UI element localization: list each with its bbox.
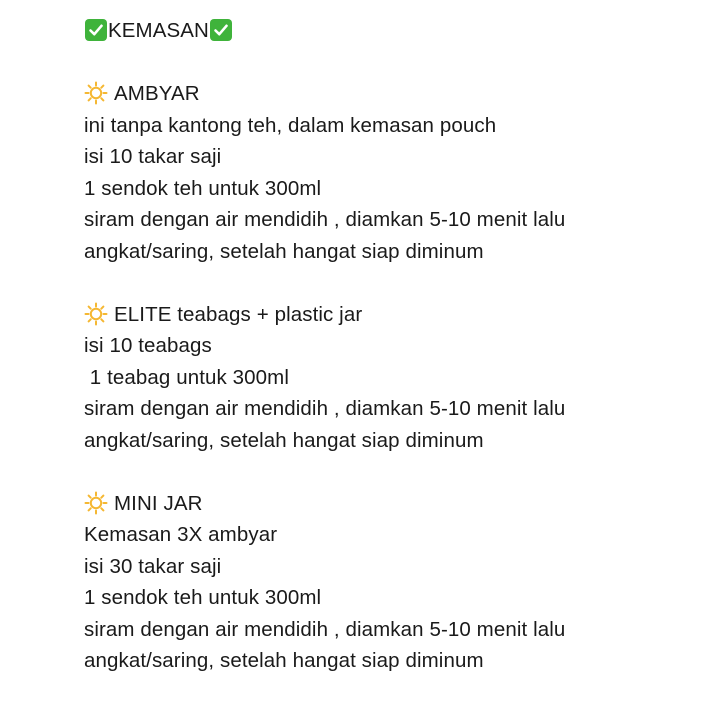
section-line: ini tanpa kantong teh, dalam kemasan pouch	[84, 113, 497, 137]
section-line: siram dengan air mendidih , diamkan 5-10 menit lalu	[84, 617, 566, 641]
section-line: isi 10 takar saji	[84, 145, 222, 168]
blank-line	[84, 267, 684, 299]
title-text: KEMASAN	[108, 19, 209, 42]
section-line: siram dengan air mendidih , diamkan 5-10 menit lalu	[84, 208, 566, 231]
section-line: angkat/saring, setelah hangat siap diminum	[84, 239, 484, 263]
sun-icon	[84, 491, 108, 515]
section-ambyar	[84, 78, 684, 267]
check-mark-button-icon	[85, 19, 107, 41]
check-mark-button-icon	[210, 19, 232, 41]
section-line: 1 sendok teh untuk 300ml	[84, 176, 322, 200]
section-heading	[84, 488, 684, 520]
section-line: 1 teabag untuk 300ml	[84, 365, 289, 389]
section-heading	[84, 299, 684, 331]
section-heading-text: AMBYAR	[114, 82, 200, 105]
section-line: isi 10 teabags	[84, 334, 212, 357]
section-heading-text: MINI JAR	[114, 491, 203, 515]
sun-icon	[84, 81, 108, 105]
section-heading-text: ELITE teabags + plastic jar	[114, 302, 363, 326]
blank-line	[84, 456, 684, 488]
section-elite	[84, 299, 684, 457]
section-line: angkat/saring, setelah hangat siap diminum	[84, 428, 484, 452]
title-line	[84, 15, 684, 47]
section-line: siram dengan air mendidih , diamkan 5-10 menit lalu	[84, 397, 566, 420]
section-line: isi 30 takar saji	[84, 554, 222, 578]
section-line: 1 sendok teh untuk 300ml	[84, 586, 322, 609]
section-line: Kemasan 3X ambyar	[84, 523, 278, 546]
section-line: angkat/saring, setelah hangat siap diminum	[84, 649, 484, 672]
section-mini-jar	[84, 488, 684, 677]
note-body	[84, 15, 684, 677]
sun-icon	[84, 302, 108, 326]
section-heading	[84, 78, 684, 110]
blank-line	[84, 47, 684, 79]
